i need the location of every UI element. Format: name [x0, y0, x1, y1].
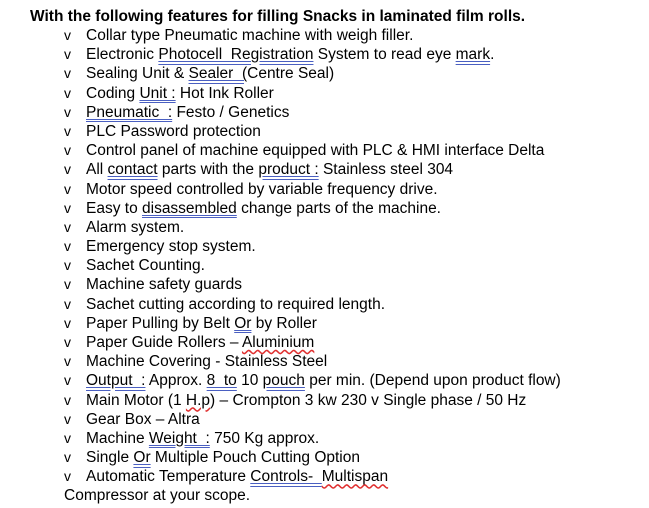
grammar-flagged-text: Weight :: [148, 429, 210, 447]
feature-item: [64, 237, 561, 256]
feature-text: by Roller: [251, 314, 317, 332]
grammar-flagged-text: pouch: [262, 372, 305, 390]
checkmark-bullet-icon: v: [64, 199, 71, 216]
spelling-flagged-text: H.p: [185, 391, 211, 409]
checkmark-bullet-icon: v: [64, 468, 71, 485]
feature-list: [64, 26, 561, 487]
feature-item: [64, 352, 561, 371]
feature-item: [64, 275, 561, 294]
feature-item: [64, 467, 561, 486]
checkmark-bullet-icon: v: [64, 46, 71, 63]
feature-item: [64, 333, 561, 352]
feature-text: 750 Kg approx.: [209, 429, 320, 447]
feature-text: Sachet Counting.: [86, 257, 205, 275]
feature-text: Coding: [86, 84, 140, 102]
checkmark-bullet-icon: v: [64, 180, 71, 197]
feature-item: [64, 256, 561, 275]
spelling-flagged-text: Aluminium: [241, 334, 315, 351]
feature-item: [64, 218, 561, 237]
feature-text: Festo / Genetics: [172, 103, 290, 121]
feature-text: Paper Pulling by Belt: [86, 314, 235, 332]
feature-text: Collar type Pneumatic machine with weigh filler.: [86, 27, 414, 44]
feature-text: Machine Covering - Stainless Steel: [86, 353, 328, 371]
feature-text: Automatic Temperature: [86, 468, 251, 486]
grammar-flagged-text: Sealer (: [188, 65, 248, 83]
checkmark-bullet-icon: v: [64, 238, 71, 255]
checkmark-bullet-icon: v: [64, 314, 71, 331]
feature-text: Main Motor (1: [86, 391, 186, 409]
feature-text: Alarm system.: [86, 218, 185, 236]
grammar-flagged-text: mark: [455, 46, 491, 64]
feature-text: Approx.: [145, 372, 207, 390]
checkmark-bullet-icon: v: [64, 429, 71, 446]
document-heading: With the following features for filling Snacks in laminated film rolls.: [30, 8, 526, 25]
checkmark-bullet-icon: v: [64, 295, 71, 312]
feature-item: [64, 45, 561, 64]
spelling-flagged-text: Multispan: [321, 468, 389, 486]
grammar-flagged-text: product :: [258, 161, 319, 179]
feature-text: Sealing Unit &: [86, 65, 189, 83]
footer-note: Compressor at your scope.: [64, 487, 251, 504]
grammar-flagged-text: 8 to: [206, 372, 237, 390]
feature-text: per min. (Depend upon product flow): [304, 372, 561, 390]
checkmark-bullet-icon: v: [64, 84, 71, 101]
feature-text: Sachet cutting according to required length.: [86, 295, 385, 313]
feature-item: [64, 180, 561, 199]
checkmark-bullet-icon: v: [64, 391, 71, 408]
feature-item: [64, 103, 561, 122]
feature-text: Single: [86, 449, 134, 467]
checkmark-bullet-icon: v: [64, 218, 71, 235]
feature-text: Motor speed controlled by variable frequency drive.: [86, 180, 438, 198]
feature-text: .: [490, 46, 495, 64]
feature-item: [64, 64, 561, 83]
feature-item: [64, 122, 561, 141]
feature-item: [64, 199, 561, 218]
feature-text: Stainless steel 304: [318, 161, 454, 179]
feature-text: All: [86, 161, 108, 179]
feature-item: [64, 448, 561, 467]
checkmark-bullet-icon: v: [64, 103, 71, 120]
feature-text: change parts of the machine.: [236, 199, 441, 217]
feature-text: System to read eye: [313, 46, 456, 64]
feature-text: 10: [236, 372, 263, 390]
grammar-flagged-text: Photocell Registration: [158, 46, 314, 64]
checkmark-bullet-icon: v: [64, 27, 71, 43]
feature-text: Electronic: [86, 46, 159, 64]
grammar-flagged-text: disassembled: [142, 199, 237, 217]
feature-text: Paper Guide Rollers –: [86, 334, 242, 351]
checkmark-bullet-icon: v: [64, 122, 71, 139]
checkmark-bullet-icon: v: [64, 276, 71, 293]
feature-text: Machine safety guards: [86, 276, 242, 294]
feature-text: ) – Crompton 3 kw 230 v Single phase / 50 Hz: [210, 391, 527, 409]
feature-item: [64, 410, 561, 429]
grammar-flagged-text: Controls-: [250, 468, 322, 486]
feature-text: parts with the: [157, 161, 259, 179]
feature-item: [64, 160, 561, 179]
feature-text: Easy to: [86, 199, 142, 217]
feature-item: [64, 429, 561, 448]
feature-text: Control panel of machine equipped with PLC & HMI interface Delta: [86, 142, 545, 160]
checkmark-bullet-icon: v: [64, 161, 71, 178]
feature-item: [64, 26, 561, 45]
feature-text: Gear Box – Altra: [86, 410, 200, 428]
feature-item: [64, 84, 561, 103]
feature-item: [64, 295, 561, 314]
grammar-flagged-text: Output :: [86, 372, 146, 390]
checkmark-bullet-icon: v: [64, 257, 71, 274]
grammar-flagged-text: Or: [133, 449, 151, 467]
feature-item: [64, 141, 561, 160]
feature-text: PLC Password protection: [86, 122, 261, 140]
feature-text: Multiple Pouch Cutting Option: [150, 449, 360, 467]
feature-text: Emergency stop system.: [86, 238, 256, 256]
checkmark-bullet-icon: v: [64, 65, 71, 82]
checkmark-bullet-icon: v: [64, 410, 71, 427]
grammar-flagged-text: Or: [234, 314, 252, 332]
feature-text: Centre Seal): [247, 65, 335, 83]
grammar-flagged-text: contact: [107, 161, 158, 179]
grammar-flagged-text: Unit :: [139, 84, 176, 102]
feature-item: [64, 371, 561, 390]
feature-text: Machine: [86, 429, 149, 447]
grammar-flagged-text: Pneumatic :: [86, 103, 173, 121]
checkmark-bullet-icon: v: [64, 353, 71, 370]
feature-text: Hot Ink Roller: [175, 84, 274, 102]
checkmark-bullet-icon: v: [64, 142, 71, 159]
feature-item: [64, 314, 561, 333]
checkmark-bullet-icon: v: [64, 449, 71, 466]
feature-item: [64, 391, 561, 410]
checkmark-bullet-icon: v: [64, 372, 71, 389]
checkmark-bullet-icon: v: [64, 334, 71, 350]
